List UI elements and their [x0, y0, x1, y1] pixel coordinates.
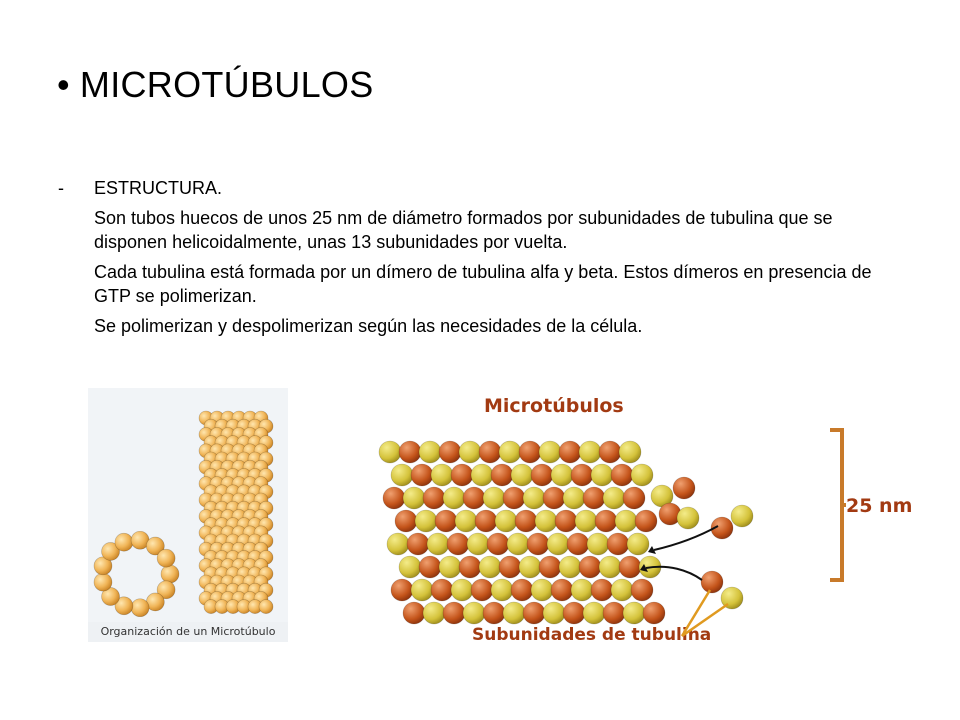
beta-tubulin — [575, 510, 597, 532]
alpha-tubulin — [391, 579, 413, 601]
beta-tubulin — [587, 533, 609, 555]
beta-tubulin — [427, 533, 449, 555]
beta-tubulin — [479, 556, 501, 578]
tubulin-bead — [259, 600, 273, 614]
beta-tubulin — [443, 487, 465, 509]
alpha-tubulin — [443, 602, 465, 624]
alpha-tubulin — [551, 579, 573, 601]
alpha-tubulin — [599, 441, 621, 463]
alpha-tubulin — [591, 579, 613, 601]
title-text: MICROTÚBULOS — [79, 64, 374, 105]
alpha-tubulin — [411, 464, 433, 486]
beta-tubulin — [431, 464, 453, 486]
beta-tubulin — [731, 505, 753, 527]
alpha-tubulin — [595, 510, 617, 532]
alpha-tubulin — [607, 533, 629, 555]
tubulin-bead — [131, 599, 149, 617]
beta-tubulin — [391, 464, 413, 486]
microtubule-organization-figure — [88, 388, 288, 642]
beta-tubulin — [615, 510, 637, 532]
alpha-tubulin — [487, 533, 509, 555]
alpha-tubulin — [459, 556, 481, 578]
alpha-tubulin — [499, 556, 521, 578]
tubulin-lattice — [379, 441, 753, 624]
alpha-tubulin — [563, 602, 585, 624]
beta-tubulin — [419, 441, 441, 463]
section-heading: ESTRUCTURA. — [94, 178, 223, 198]
figure-caption: Organización de un Microtúbulo — [88, 622, 288, 642]
alpha-tubulin — [511, 579, 533, 601]
alpha-tubulin — [439, 441, 461, 463]
beta-tubulin — [559, 556, 581, 578]
alpha-tubulin — [643, 602, 665, 624]
beta-tubulin — [535, 510, 557, 532]
alpha-tubulin — [447, 533, 469, 555]
alpha-tubulin — [491, 464, 513, 486]
beta-tubulin — [507, 533, 529, 555]
alpha-tubulin — [471, 579, 493, 601]
alpha-tubulin — [383, 487, 405, 509]
beta-tubulin — [583, 602, 605, 624]
beta-tubulin — [631, 464, 653, 486]
microtubule-ring — [94, 531, 179, 617]
beta-tubulin — [467, 533, 489, 555]
beta-tubulin — [415, 510, 437, 532]
beta-tubulin — [471, 464, 493, 486]
alpha-tubulin — [395, 510, 417, 532]
alpha-tubulin — [527, 533, 549, 555]
alpha-tubulin — [407, 533, 429, 555]
alpha-tubulin — [635, 510, 657, 532]
arrow-dimer-upper — [654, 526, 718, 550]
alpha-tubulin — [475, 510, 497, 532]
alpha-tubulin — [399, 441, 421, 463]
beta-tubulin — [551, 464, 573, 486]
beta-tubulin — [563, 487, 585, 509]
tubulin-bead — [157, 549, 175, 567]
beta-tubulin — [591, 464, 613, 486]
alpha-tubulin — [567, 533, 589, 555]
beta-tubulin — [539, 441, 561, 463]
alpha-tubulin — [619, 556, 641, 578]
microtubule-diagram-illustration — [372, 368, 916, 664]
beta-tubulin — [411, 579, 433, 601]
slide-content — [58, 176, 918, 338]
beta-tubulin — [439, 556, 461, 578]
alpha-tubulin — [603, 602, 625, 624]
title-bullet: • — [57, 64, 70, 105]
alpha-tubulin — [673, 477, 695, 499]
alpha-tubulin — [483, 602, 505, 624]
alpha-tubulin — [701, 571, 723, 593]
beta-tubulin — [547, 533, 569, 555]
beta-tubulin — [677, 507, 699, 529]
alpha-tubulin — [531, 464, 553, 486]
alpha-tubulin — [623, 487, 645, 509]
paragraph-2: Cada tubulina está formada por un dímero de tubulina alfa y beta. Estos dímeros en presencia de GTP se polimerizan. — [94, 262, 872, 306]
beta-tubulin — [599, 556, 621, 578]
alpha-tubulin — [543, 487, 565, 509]
label-microtubulos: Microtúbulos — [484, 395, 624, 417]
microtubule-organization-illustration — [88, 388, 288, 622]
beta-tubulin — [511, 464, 533, 486]
label-diameter: 25 nm — [846, 495, 913, 517]
alpha-tubulin — [519, 441, 541, 463]
beta-tubulin — [523, 487, 545, 509]
beta-tubulin — [403, 487, 425, 509]
section-dash: - — [58, 178, 64, 198]
alpha-tubulin — [631, 579, 653, 601]
alpha-tubulin — [403, 602, 425, 624]
alpha-tubulin — [515, 510, 537, 532]
beta-tubulin — [579, 441, 601, 463]
tubulin-bead — [94, 573, 112, 591]
beta-tubulin — [483, 487, 505, 509]
beta-tubulin — [451, 579, 473, 601]
beta-tubulin — [423, 602, 445, 624]
beta-tubulin — [619, 441, 641, 463]
beta-tubulin — [387, 533, 409, 555]
beta-tubulin — [531, 579, 553, 601]
beta-tubulin — [499, 441, 521, 463]
beta-tubulin — [503, 602, 525, 624]
beta-tubulin — [463, 602, 485, 624]
beta-tubulin — [491, 579, 513, 601]
alpha-tubulin — [435, 510, 457, 532]
beta-tubulin — [611, 579, 633, 601]
paragraph-1: Son tubos huecos de unos 25 nm de diámetro formados por subunidades de tubulina que se disponen helicoidalmente, unas 13 subunidades por vuelta. — [94, 208, 833, 252]
alpha-tubulin — [583, 487, 605, 509]
beta-tubulin — [519, 556, 541, 578]
label-subunidades: Subunidades de tubulina — [472, 625, 712, 645]
alpha-tubulin — [503, 487, 525, 509]
alpha-tubulin — [419, 556, 441, 578]
tubulin-bead — [161, 565, 179, 583]
microtubule-diagram — [372, 368, 916, 664]
alpha-tubulin — [423, 487, 445, 509]
section-heading-row — [58, 176, 918, 200]
microtubule-column — [199, 411, 273, 614]
alpha-tubulin — [431, 579, 453, 601]
tubulin-bead — [115, 533, 133, 551]
alpha-tubulin — [523, 602, 545, 624]
beta-tubulin — [455, 510, 477, 532]
slide-title — [57, 64, 374, 106]
beta-tubulin — [543, 602, 565, 624]
alpha-tubulin — [539, 556, 561, 578]
beta-tubulin — [603, 487, 625, 509]
beta-tubulin — [379, 441, 401, 463]
alpha-tubulin — [463, 487, 485, 509]
beta-tubulin — [459, 441, 481, 463]
alpha-tubulin — [559, 441, 581, 463]
beta-tubulin — [623, 602, 645, 624]
beta-tubulin — [495, 510, 517, 532]
alpha-tubulin — [479, 441, 501, 463]
alpha-tubulin — [555, 510, 577, 532]
beta-tubulin — [399, 556, 421, 578]
alpha-tubulin — [571, 464, 593, 486]
paragraph-3: Se polimerizan y despolimerizan según las necesidades de la célula. — [94, 316, 643, 336]
beta-tubulin — [627, 533, 649, 555]
beta-tubulin — [571, 579, 593, 601]
alpha-tubulin — [451, 464, 473, 486]
diameter-bracket — [830, 430, 842, 580]
alpha-tubulin — [611, 464, 633, 486]
alpha-tubulin — [579, 556, 601, 578]
